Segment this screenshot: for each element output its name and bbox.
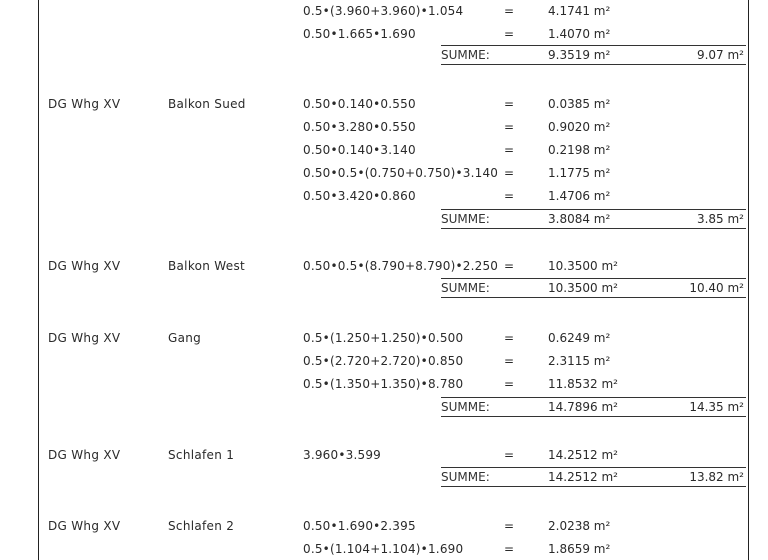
equals-sign: = xyxy=(504,166,515,180)
area-value-cell: 1.4706 m² xyxy=(548,189,611,203)
sum-value-cell: 14.7896 m² xyxy=(548,400,618,414)
rounded-sum-cell: 14.35 m² xyxy=(689,400,744,414)
room-label: Gang xyxy=(168,331,202,345)
sum-divider-line xyxy=(441,397,746,398)
equals-sign: = xyxy=(504,143,515,157)
sum-value-cell: 14.2512 m² xyxy=(548,470,618,484)
equals-sign: = xyxy=(504,27,515,41)
sum-value-cell: 3.8084 m² xyxy=(548,212,611,226)
apartment-label: DG Whg XV xyxy=(48,331,121,345)
right-border-line xyxy=(748,0,749,560)
sum-divider-line xyxy=(441,278,746,279)
formula-cell: 0.50•3.420•0.860 xyxy=(303,189,416,203)
sum-value-cell: 10.3500 m² xyxy=(548,281,618,295)
sum-label: SUMME: xyxy=(441,400,490,414)
apartment-label: DG Whg XV xyxy=(48,519,121,533)
sum-label: SUMME: xyxy=(441,281,490,295)
formula-cell: 0.50•3.280•0.550 xyxy=(303,120,416,134)
area-value-cell: 4.1741 m² xyxy=(548,4,611,18)
area-value-cell: 2.0238 m² xyxy=(548,519,611,533)
formula-cell: 3.960•3.599 xyxy=(303,448,381,462)
formula-cell: 0.5•(2.720+2.720)•0.850 xyxy=(303,354,464,368)
area-value-cell: 1.8659 m² xyxy=(548,542,611,556)
apartment-label: DG Whg XV xyxy=(48,97,121,111)
rounded-sum-cell: 9.07 m² xyxy=(696,48,744,62)
formula-cell: 0.50•0.5•(0.750+0.750)•3.140 xyxy=(303,166,499,180)
area-value-cell: 14.2512 m² xyxy=(548,448,618,462)
equals-sign: = xyxy=(504,331,515,345)
equals-sign: = xyxy=(504,542,515,556)
apartment-label: DG Whg XV xyxy=(48,448,121,462)
area-value-cell: 1.1775 m² xyxy=(548,166,611,180)
sum-label: SUMME: xyxy=(441,470,490,484)
area-value-cell: 11.8532 m² xyxy=(548,377,618,391)
sum-divider-line xyxy=(441,209,746,210)
formula-cell: 0.5•(1.104+1.104)•1.690 xyxy=(303,542,464,556)
rounded-sum-cell: 10.40 m² xyxy=(689,281,744,295)
area-value-cell: 0.6249 m² xyxy=(548,331,611,345)
equals-sign: = xyxy=(504,120,515,134)
formula-cell: 0.5•(1.350+1.350)•8.780 xyxy=(303,377,464,391)
room-label: Balkon Sued xyxy=(168,97,246,111)
apartment-label: DG Whg XV xyxy=(48,259,121,273)
sum-divider-line xyxy=(441,297,746,298)
area-value-cell: 0.0385 m² xyxy=(548,97,611,111)
sum-divider-line xyxy=(441,486,746,487)
room-label: Schlafen 1 xyxy=(168,448,235,462)
equals-sign: = xyxy=(504,189,515,203)
sum-divider-line xyxy=(441,45,746,46)
formula-cell: 0.5•(1.250+1.250)•0.500 xyxy=(303,331,464,345)
left-border-line xyxy=(38,0,39,560)
sum-value-cell: 9.3519 m² xyxy=(548,48,611,62)
equals-sign: = xyxy=(504,4,515,18)
rounded-sum-cell: 3.85 m² xyxy=(696,212,744,226)
formula-cell: 0.50•0.140•0.550 xyxy=(303,97,416,111)
sum-divider-line xyxy=(441,416,746,417)
equals-sign: = xyxy=(504,448,515,462)
equals-sign: = xyxy=(504,97,515,111)
formula-cell: 0.50•0.5•(8.790+8.790)•2.250 xyxy=(303,259,499,273)
room-label: Schlafen 2 xyxy=(168,519,235,533)
area-value-cell: 0.2198 m² xyxy=(548,143,611,157)
room-label: Balkon West xyxy=(168,259,246,273)
sum-divider-line xyxy=(441,228,746,229)
sum-divider-line xyxy=(441,467,746,468)
formula-cell: 0.50•0.140•3.140 xyxy=(303,143,416,157)
area-value-cell: 2.3115 m² xyxy=(548,354,611,368)
rounded-sum-cell: 13.82 m² xyxy=(689,470,744,484)
area-value-cell: 1.4070 m² xyxy=(548,27,611,41)
equals-sign: = xyxy=(504,354,515,368)
sum-label: SUMME: xyxy=(441,212,490,226)
sum-divider-line xyxy=(441,64,746,65)
equals-sign: = xyxy=(504,519,515,533)
sum-label: SUMME: xyxy=(441,48,490,62)
area-value-cell: 0.9020 m² xyxy=(548,120,611,134)
formula-cell: 0.5•(3.960+3.960)•1.054 xyxy=(303,4,464,18)
formula-cell: 0.50•1.690•2.395 xyxy=(303,519,416,533)
equals-sign: = xyxy=(504,259,515,273)
area-value-cell: 10.3500 m² xyxy=(548,259,618,273)
equals-sign: = xyxy=(504,377,515,391)
formula-cell: 0.50•1.665•1.690 xyxy=(303,27,416,41)
